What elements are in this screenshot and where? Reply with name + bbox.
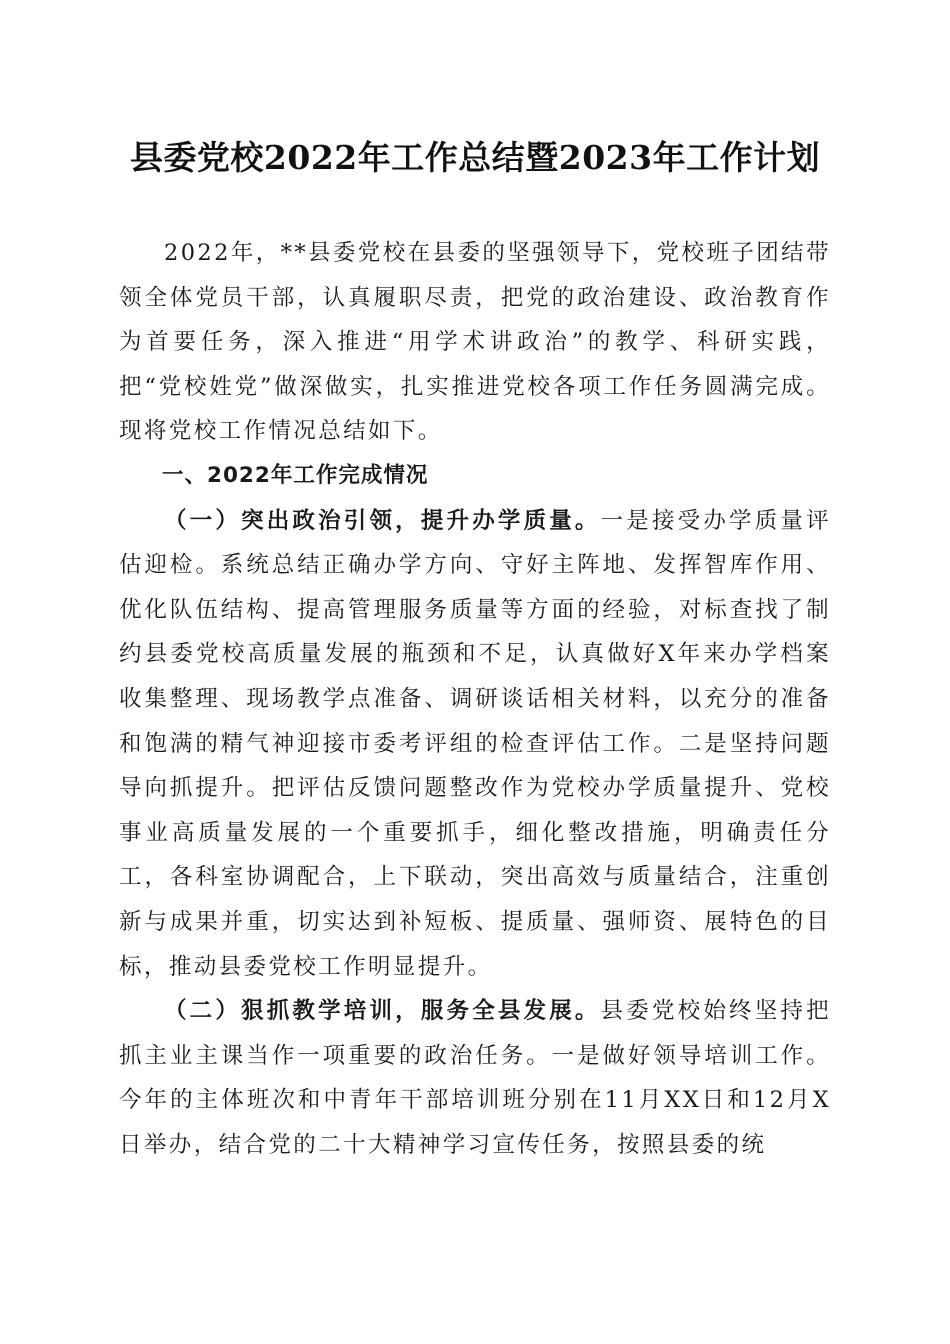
document-body: [119, 231, 831, 1167]
subsection-1-text: 一是接受办学质量评估迎检。系统总结正确办学方向、守好主阵地、发挥智库作用、优化队伍结构、提高管理服务质量等方面的经验，对标查找了制约县委党校高质量发展的瓶颈和不足，认真做好X年来办学档案收集整理、现场教学点准备、调研谈话相关材料，以充分的准备和饱满的精气神迎接市委考评组的检查评估工作。二是坚持问题导向抓提升。把评估反馈问题整改作为党校办学质量提升、党校事业高质量发展的一个重要抓手，细化整改措施，明确责任分工，各科室协调配合，上下联动，突出高效与质量结合，注重创新与成果并重，切实达到补短板、提质量、强师资、展特色的目标，推动县委党校工作明显提升。: [119, 507, 831, 980]
intro-paragraph: 2022年，**县委党校在县委的坚强领导下，党校班子团结带领全体党员干部，认真履职尽责，把党的政治建设、政治教育作为首要任务，深入推进“用学术讲政治”的教学、科研实践，把“党校姓党”做深做实，扎实推进党校各项工作任务圆满完成。现将党校工作情况总结如下。: [119, 240, 831, 445]
subsection-2-paragraph: [119, 989, 831, 1167]
section-heading: 一、2022年工作完成情况: [162, 462, 429, 488]
document-title: 县委党校2022年工作总结暨2023年工作计划: [129, 138, 821, 177]
subsection-1-lead: （一）突出政治引领，提升办学质量。: [164, 507, 601, 534]
subsection-1-paragraph: [119, 499, 831, 990]
subsection-2-lead: （二）狠抓教学培训，服务全县发展。: [164, 998, 601, 1025]
subsection-2-text: 县委党校始终坚持把抓主业主课当作一项重要的政治任务。一是做好领导培训工作。今年的主体班次和中青年干部培训班分别在11月XX日和12月X日举办，结合党的二十大精神学习宣传任务，按照县委的统: [119, 998, 831, 1158]
